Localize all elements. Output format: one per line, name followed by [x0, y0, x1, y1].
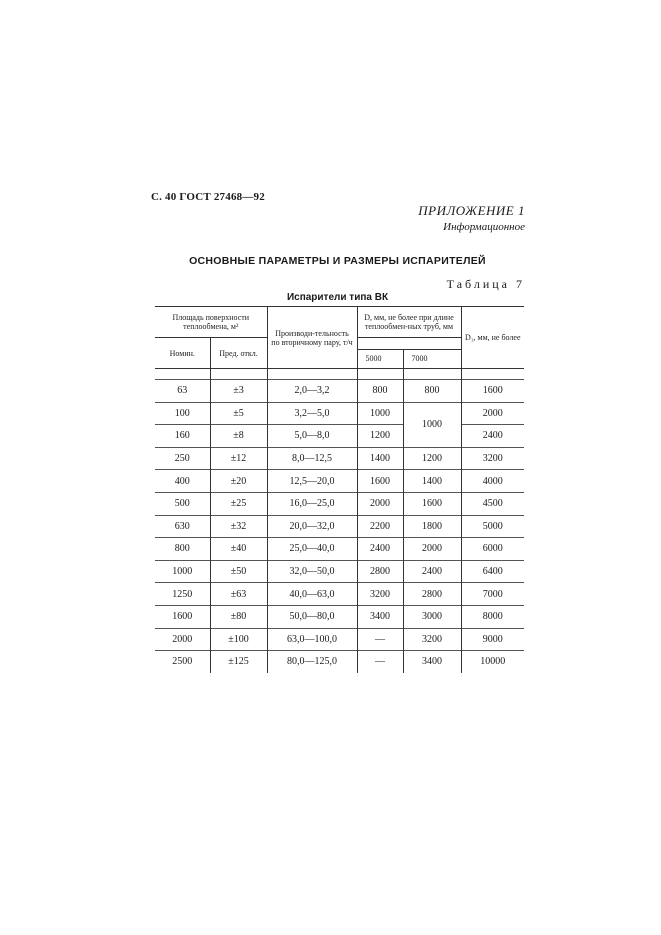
cell-performance: 12,5—20,0	[267, 470, 357, 493]
cell-d1: 2000	[461, 402, 524, 425]
cell-tolerance: ±125	[210, 651, 267, 673]
table-row	[155, 651, 524, 673]
cell-d7000: 2400	[403, 560, 461, 583]
header-d-spacer	[357, 338, 461, 350]
cell-tolerance: ±63	[210, 583, 267, 606]
cell-d7000: 3200	[403, 628, 461, 651]
cell-performance: 32,0—50,0	[267, 560, 357, 583]
cell-performance: 3,2—5,0	[267, 402, 357, 425]
cell-d5000: —	[357, 651, 403, 673]
document-title: ОСНОВНЫЕ ПАРАМЕТРЫ И РАЗМЕРЫ ИСПАРИТЕЛЕЙ	[189, 255, 486, 267]
cell-nominal: 1600	[155, 605, 210, 628]
page-header: С. 40 ГОСТ 27468—92	[151, 191, 265, 203]
cell-d5000: 2000	[357, 492, 403, 515]
cell-nominal: 400	[155, 470, 210, 493]
cell-d7000: 2000	[403, 538, 461, 561]
cell-nominal: 160	[155, 425, 210, 448]
table-row	[155, 605, 524, 628]
cell-tolerance: ±12	[210, 447, 267, 470]
cell-d1: 3200	[461, 447, 524, 470]
cell-tolerance: ±40	[210, 538, 267, 561]
table-label: Таблица 7	[446, 277, 525, 291]
cell-d7000: 800	[403, 380, 461, 403]
cell-performance: 8,0—12,5	[267, 447, 357, 470]
table-row	[155, 560, 524, 583]
cell-d5000: 2800	[357, 560, 403, 583]
cell-tolerance: ±20	[210, 470, 267, 493]
table-row	[155, 447, 524, 470]
evaporator-table	[155, 306, 524, 673]
table-row	[155, 380, 524, 403]
header-body-spacer	[155, 369, 524, 380]
cell-d7000: 1600	[403, 492, 461, 515]
cell-performance: 63,0—100,0	[267, 628, 357, 651]
cell-d7000: 1400	[403, 470, 461, 493]
table-body	[155, 369, 524, 673]
cell-performance: 80,0—125,0	[267, 651, 357, 673]
cell-d1: 1600	[461, 380, 524, 403]
cell-d5000: 800	[357, 380, 403, 403]
cell-tolerance: ±100	[210, 628, 267, 651]
cell-d1: 10000	[461, 651, 524, 673]
cell-d7000: 2800	[403, 583, 461, 606]
cell-performance: 5,0—8,0	[267, 425, 357, 448]
table-row	[155, 402, 524, 425]
header-area-nominal: Номин.	[169, 348, 195, 358]
table-caption: Испарители типа ВК	[286, 292, 389, 303]
header-area-tolerance: Пред. откл.	[210, 338, 267, 369]
cell-nominal: 800	[155, 538, 210, 561]
cell-d1: 2400	[461, 425, 524, 448]
table-header	[155, 307, 524, 369]
cell-tolerance: ±50	[210, 560, 267, 583]
header-performance: Производи-тельность по вторичному пару, т/ч	[267, 307, 357, 369]
cell-d7000: 3400	[403, 651, 461, 673]
cell-nominal: 1000	[155, 560, 210, 583]
cell-nominal: 250	[155, 447, 210, 470]
cell-d1: 9000	[461, 628, 524, 651]
cell-d5000: 1200	[357, 425, 403, 448]
cell-performance: 20,0—32,0	[267, 515, 357, 538]
cell-d5000: 3200	[357, 583, 403, 606]
cell-nominal: 1250	[155, 583, 210, 606]
table-row	[155, 515, 524, 538]
cell-tolerance: ±80	[210, 605, 267, 628]
cell-d7000: 3000	[403, 605, 461, 628]
cell-d1: 4500	[461, 492, 524, 515]
header-area-group: Площадь поверхности теплообмена, м²	[155, 307, 267, 338]
cell-d5000: —	[357, 628, 403, 651]
cell-d1: 7000	[461, 583, 524, 606]
cell-performance: 50,0—80,0	[267, 605, 357, 628]
cell-tolerance: ±32	[210, 515, 267, 538]
cell-nominal: 100	[155, 402, 210, 425]
cell-performance: 25,0—40,0	[267, 538, 357, 561]
cell-nominal: 500	[155, 492, 210, 515]
cell-d1: 8000	[461, 605, 524, 628]
cell-d7000: 1200	[403, 447, 461, 470]
cell-tolerance: ±25	[210, 492, 267, 515]
table-row	[155, 492, 524, 515]
cell-d5000: 1400	[357, 447, 403, 470]
cell-performance: 40,0—63,0	[267, 583, 357, 606]
cell-d1: 6000	[461, 538, 524, 561]
appendix-heading	[418, 203, 525, 233]
appendix-note: Информационное	[443, 221, 525, 233]
cell-nominal: 63	[155, 380, 210, 403]
cell-d5000: 1600	[357, 470, 403, 493]
cell-d5000: 2200	[357, 515, 403, 538]
cell-d7000: 1000	[403, 402, 461, 447]
cell-d5000: 2400	[357, 538, 403, 561]
cell-performance: 16,0—25,0	[267, 492, 357, 515]
header-d-5000: 5000	[357, 349, 403, 368]
cell-tolerance: ±5	[210, 402, 267, 425]
cell-nominal: 630	[155, 515, 210, 538]
cell-d1: 4000	[461, 470, 524, 493]
cell-nominal: 2500	[155, 651, 210, 673]
table-row	[155, 425, 524, 448]
cell-d1: 5000	[461, 515, 524, 538]
header-d-7000: 7000	[403, 349, 461, 368]
cell-tolerance: ±8	[210, 425, 267, 448]
cell-nominal: 2000	[155, 628, 210, 651]
cell-d5000: 3400	[357, 605, 403, 628]
table-row	[155, 583, 524, 606]
header-d-group: D, мм, не более при длине теплообмен-ных труб, мм	[357, 307, 461, 338]
cell-d1: 6400	[461, 560, 524, 583]
table-row	[155, 628, 524, 651]
cell-performance: 2,0—3,2	[267, 380, 357, 403]
appendix-title: ПРИЛОЖЕНИЕ 1	[418, 203, 525, 218]
header-d1: D₁, мм, не более	[461, 307, 524, 369]
table-row	[155, 538, 524, 561]
table-row	[155, 470, 524, 493]
cell-tolerance: ±3	[210, 380, 267, 403]
cell-d7000: 1800	[403, 515, 461, 538]
cell-d5000: 1000	[357, 402, 403, 425]
